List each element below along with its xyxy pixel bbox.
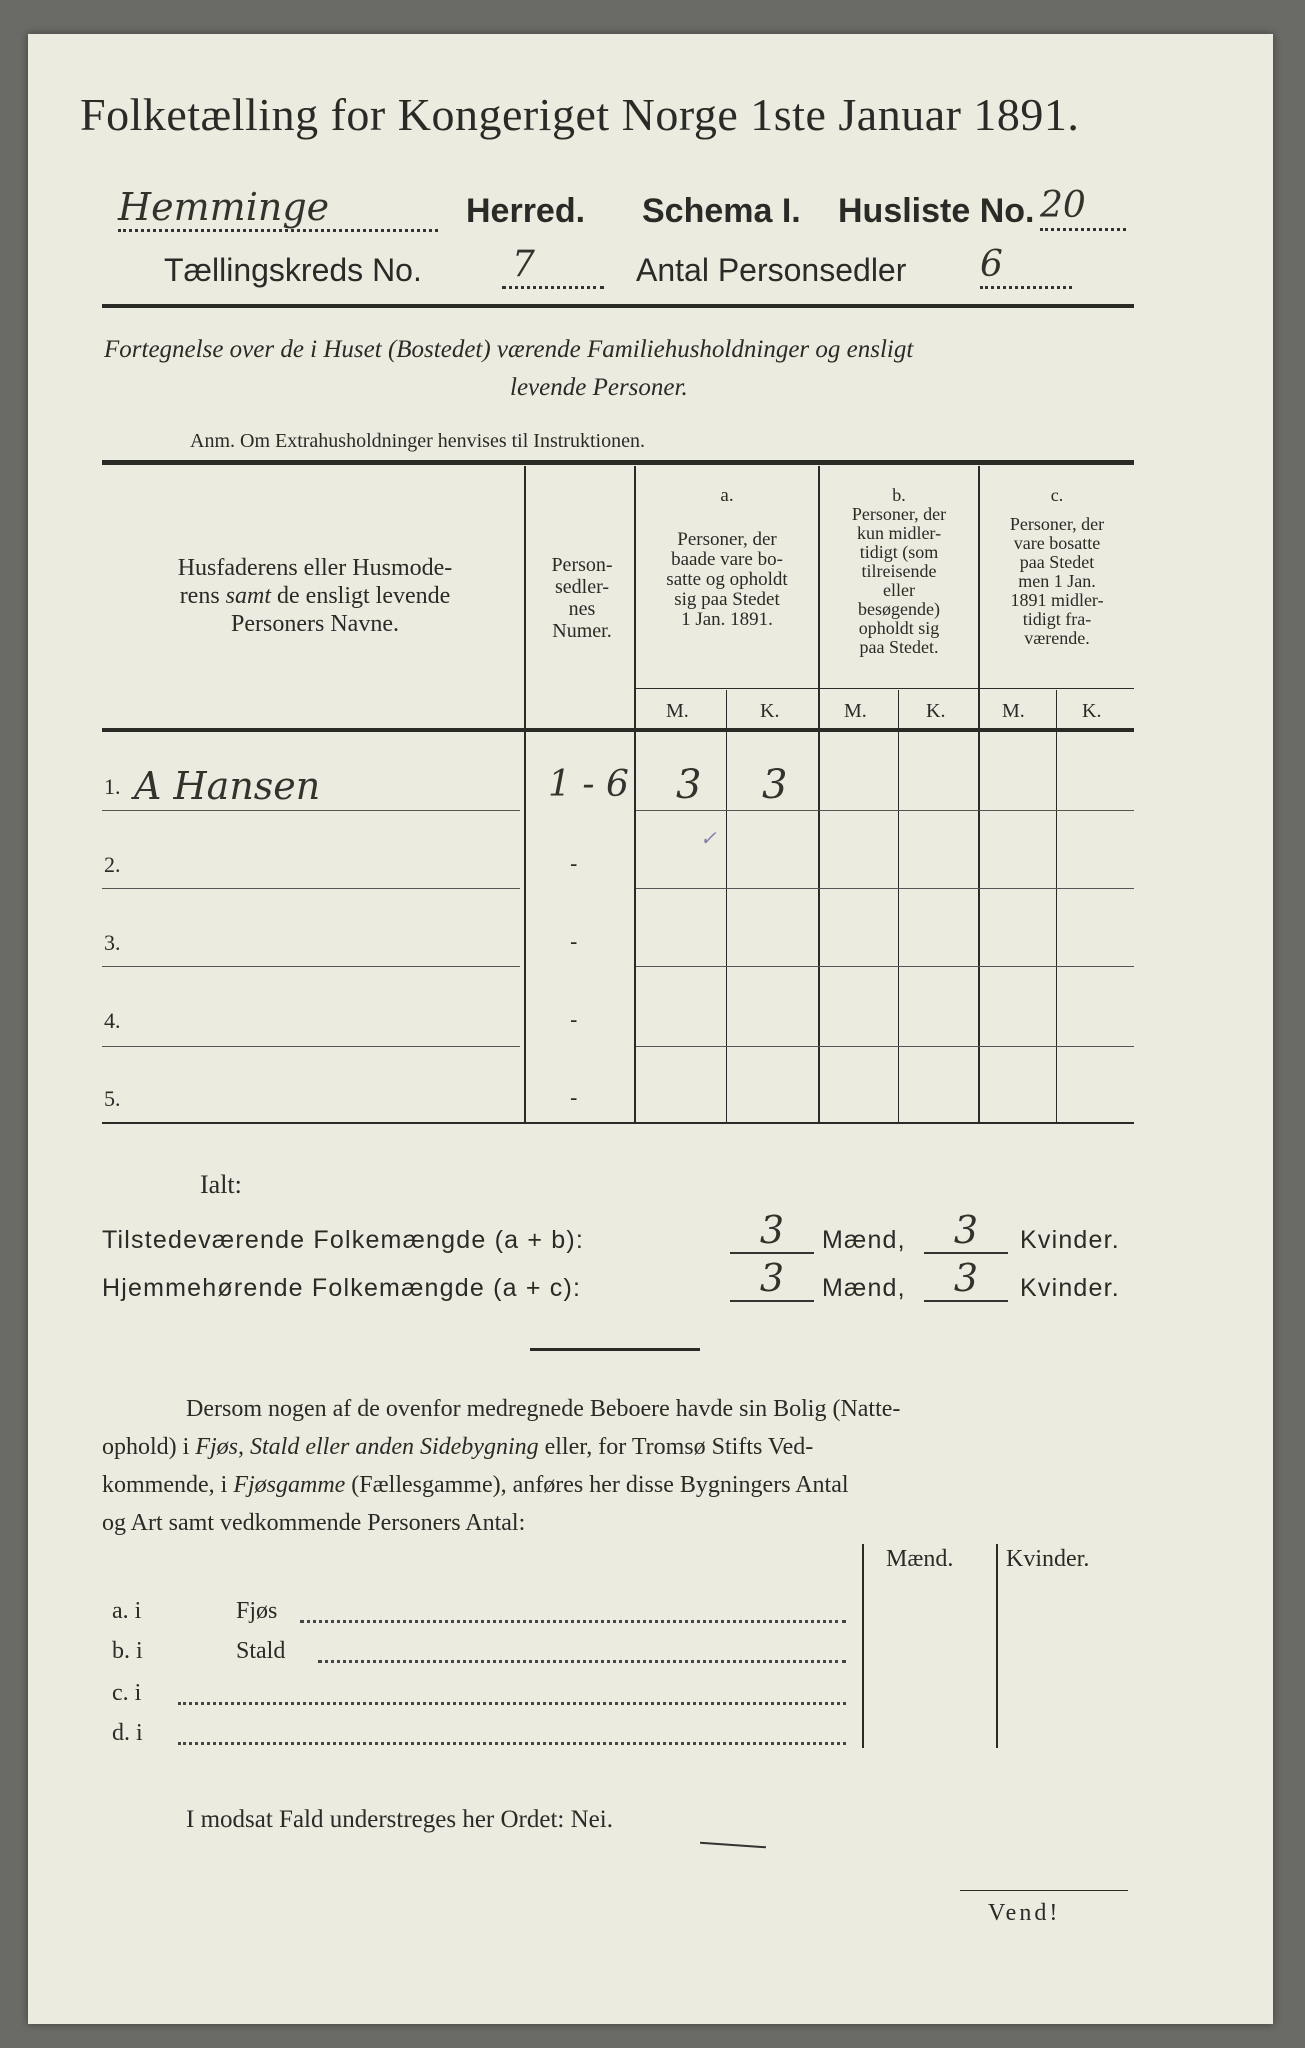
col-c-m-label: M. xyxy=(1002,700,1025,722)
col-kvinder-header: Kvinder. xyxy=(1006,1546,1090,1572)
hjemme-label: Hjemmehørende Folkemængde (a + c): xyxy=(102,1274,582,1302)
mk-header-line xyxy=(636,688,1134,689)
vend-label: Vend! xyxy=(988,1900,1061,1926)
row-line-right xyxy=(636,888,1134,889)
row-sedler: - xyxy=(570,852,578,877)
col-a-m-label: M. xyxy=(666,700,689,722)
modsat-fald-text: I modsat Fald understreges her Ordet: Nei. xyxy=(186,1806,613,1833)
intro-line-1: Fortegnelse over de i Huset (Bostedet) værende Familiehusholdninger og ensligt xyxy=(104,336,914,363)
hjemme-kvinder-value: 3 xyxy=(924,1256,1008,1302)
vend-rule xyxy=(960,1890,1128,1891)
row-sedler: 1 - 6 xyxy=(548,764,629,805)
leader-dots xyxy=(178,1742,846,1745)
row-a-k: 3 xyxy=(762,762,788,808)
row-number: 2. xyxy=(104,852,121,877)
col-b-k-label: K. xyxy=(926,700,946,722)
col-names-line-2: rens samt de ensligt levende xyxy=(179,583,451,609)
col-header-a: a. Personer, der baade vare bo- satte og opholdt sig paa Stedet 1 Jan. 1891. xyxy=(666,485,788,630)
building-row-letter: c. i xyxy=(112,1680,142,1706)
col-header-names xyxy=(110,554,520,638)
col-names-line-3: Personers Navne. xyxy=(231,611,399,637)
row-line-right xyxy=(636,1046,1134,1047)
leader-dots xyxy=(318,1660,846,1663)
table-top-rule xyxy=(102,460,1134,465)
col-c-k-label: K. xyxy=(1082,700,1102,722)
para-line-4: og Art samt vedkommende Personers Antal: xyxy=(102,1510,526,1536)
hjemme-kvinder-label: Kvinder. xyxy=(1020,1274,1120,1302)
row-sedler: - xyxy=(570,1086,578,1111)
herred-name-field xyxy=(118,185,438,232)
intro-line-2: levende Personer. xyxy=(510,374,688,401)
row-line xyxy=(102,1046,520,1047)
herred-label: Herred. xyxy=(466,192,586,230)
building-row-letter: a. i xyxy=(112,1598,142,1624)
col-a-k-label: K. xyxy=(760,700,780,722)
row-number: 5. xyxy=(104,1086,121,1111)
tilstede-kvinder-label: Kvinder. xyxy=(1020,1226,1120,1254)
leader-dots xyxy=(300,1620,846,1623)
check-mark: ✓ xyxy=(700,826,717,850)
section-divider xyxy=(530,1348,700,1351)
ialt-label: Ialt: xyxy=(200,1170,242,1199)
row-number: 4. xyxy=(104,1008,121,1033)
row-line-right xyxy=(636,966,1134,967)
building-row-label: Stald xyxy=(236,1638,286,1664)
row-line xyxy=(102,810,520,811)
husliste-number-field xyxy=(1040,184,1126,231)
husliste-number: 20 xyxy=(1040,185,1086,226)
tilstede-label: Tilstedeværende Folkemængde (a + b): xyxy=(102,1226,585,1254)
row-a-m: 3 xyxy=(676,762,702,808)
nei-word: Nei. xyxy=(570,1806,613,1833)
building-row-letter: d. i xyxy=(112,1720,143,1746)
census-form-sheet xyxy=(28,34,1273,2024)
form-title: Folketælling for Kongeriget Norge 1ste Januar 1891. xyxy=(80,89,1080,140)
buildings-paragraph xyxy=(102,1390,1134,1542)
building-row-label: Fjøs xyxy=(236,1598,278,1624)
col-divider-names xyxy=(524,466,526,1122)
row-sedler: - xyxy=(570,930,578,955)
buildings-col-divider-2 xyxy=(996,1544,998,1748)
buildings-col-divider-1 xyxy=(862,1544,864,1748)
anm-note: Anm. Om Extrahusholdninger henvises til Instruktionen. xyxy=(190,430,645,452)
col-divider-bm-bk xyxy=(898,690,899,1122)
col-divider-cm-ck xyxy=(1056,690,1057,1122)
personsedler-number: 6 xyxy=(980,244,1003,285)
header-divider xyxy=(102,304,1134,308)
leader-dots xyxy=(178,1702,846,1705)
col-header-sedler: Person- sedler- nes Numer. xyxy=(551,554,613,642)
para-line-1: Dersom nogen af de ovenfor medregnede Beboere havde sin Bolig (Natte- xyxy=(186,1396,901,1422)
herred-name: Hemminge xyxy=(118,185,330,229)
personsedler-number-field xyxy=(980,244,1072,289)
col-names-line-1: Husfaderens eller Husmode- xyxy=(177,555,453,581)
row-name: A Hansen xyxy=(134,764,321,808)
table-bottom-rule xyxy=(102,1122,1134,1124)
col-header-b: b. Personer, der kun midler- tidigt (som tilreisende eller besøgende) opholdt sig paa Stedet. xyxy=(851,485,947,657)
building-row-letter: b. i xyxy=(112,1638,143,1664)
row-number: 3. xyxy=(104,930,121,955)
hjemme-maend-value: 3 xyxy=(730,1256,814,1302)
row-line xyxy=(102,888,520,889)
row-number: 1. xyxy=(104,774,121,799)
kreds-number-field xyxy=(502,244,604,289)
kreds-label: Tællingskreds No. xyxy=(164,252,422,288)
row-line xyxy=(102,966,520,967)
row-line-right xyxy=(636,810,1134,811)
col-b-m-label: M. xyxy=(844,700,867,722)
para-line-3: kommende, i Fjøsgamme (Fællesgamme), anføres her disse Bygningers Antal xyxy=(102,1472,849,1498)
husliste-label: Husliste No. xyxy=(838,192,1035,230)
row-sedler: - xyxy=(570,1008,578,1033)
personsedler-label: Antal Personsedler xyxy=(636,252,907,288)
tilstede-maend-label: Mænd, xyxy=(822,1226,906,1254)
tilstede-kvinder-value: 3 xyxy=(924,1208,1008,1254)
col-divider-am-ak xyxy=(726,690,727,1122)
tilstede-maend-value: 3 xyxy=(730,1208,814,1254)
para-line-2: ophold) i Fjøs, Stald eller anden Sidebygning eller, for Tromsø Stifts Ved- xyxy=(102,1434,814,1460)
col-header-c: c. Personer, der vare bosatte paa Stedet men 1 Jan. 1891 midler- tidigt fra- værende. xyxy=(1009,485,1105,648)
hjemme-maend-label: Mænd, xyxy=(822,1274,906,1302)
col-maend-header: Mænd. xyxy=(886,1546,954,1572)
schema-label: Schema I. xyxy=(642,192,801,230)
kreds-number: 7 xyxy=(512,244,535,285)
